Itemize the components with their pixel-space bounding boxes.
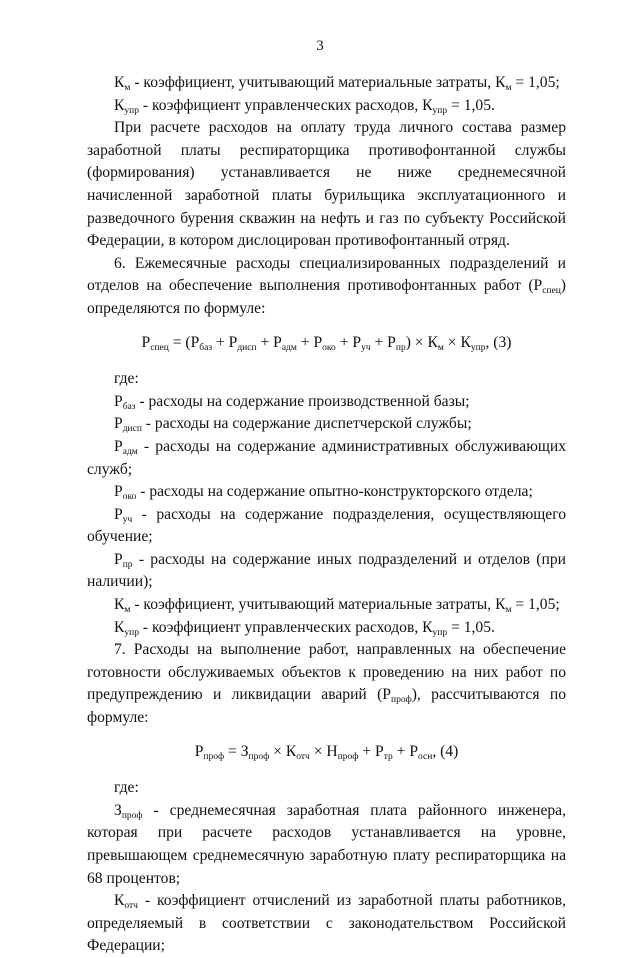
text-run: При расчете расходов на оплату труда личного состава размер заработной платы респираторщика противофонтанной службы (формирования) устанавливается не ниже среднемесячной начисленной заработной платы бурильщика эксплуатационного и разведочного бурения скважин на нефть и газ по субъекту Российской Федерации, в котором дислоцирован противофонтанный отряд. bbox=[87, 119, 566, 250]
text-run: - расходы на содержание иных подразделений и отделов (при наличии); bbox=[87, 550, 566, 591]
subscript: спец bbox=[542, 286, 561, 297]
subscript: проф bbox=[337, 751, 359, 762]
text-run: ) определяются по формуле: bbox=[87, 277, 566, 317]
text-run: - коэффициент управленческих расходов, К bbox=[139, 96, 433, 114]
text-run: - коэффициент управленческих расходов, К bbox=[139, 618, 433, 636]
text-run: + Р bbox=[335, 333, 362, 351]
definition-km bbox=[87, 72, 566, 95]
text-run: + Р bbox=[296, 333, 323, 351]
text-run: где: bbox=[114, 779, 139, 797]
subscript: м bbox=[124, 605, 131, 616]
text-run: × Н bbox=[309, 742, 338, 760]
document-body bbox=[87, 72, 566, 958]
text-run: + Р bbox=[370, 333, 396, 351]
definition-radm bbox=[87, 436, 566, 481]
text-run: = 1,05; bbox=[511, 596, 560, 614]
text-run: Р bbox=[194, 742, 204, 760]
text-run: + Р bbox=[256, 333, 282, 351]
text-run: К bbox=[114, 618, 125, 636]
formula-3 bbox=[87, 321, 566, 369]
definition-zprof bbox=[87, 800, 566, 890]
subscript: баз bbox=[122, 401, 136, 412]
text-run: Р bbox=[114, 550, 123, 568]
definition-roko bbox=[87, 481, 566, 504]
text-run: ) × К bbox=[405, 333, 438, 351]
paragraph-salary-rule bbox=[87, 117, 566, 253]
text-run: К bbox=[114, 892, 125, 910]
subscript: тр bbox=[383, 751, 393, 762]
text-run: Р bbox=[114, 505, 123, 523]
subscript: проф bbox=[121, 810, 143, 821]
subscript: осн bbox=[418, 751, 433, 762]
text-run: × К bbox=[443, 333, 471, 351]
definition-rpr bbox=[87, 549, 566, 594]
text-run: К bbox=[114, 74, 125, 91]
subscript: м bbox=[505, 83, 512, 93]
text-run: З bbox=[114, 801, 122, 819]
text-run: + Р bbox=[392, 742, 419, 760]
text-run: Р bbox=[114, 483, 123, 501]
subscript: отч bbox=[124, 901, 138, 912]
subscript: дисп bbox=[237, 342, 257, 353]
subscript: упр bbox=[470, 342, 486, 353]
text-run: - коэффициент отчислений из заработной платы работников, определяемый в соответствии с законодательством Российской Федерации; bbox=[87, 892, 566, 955]
where-label-2 bbox=[87, 777, 566, 800]
text-run: - коэффициент, учитывающий материальные затраты, К bbox=[130, 596, 506, 614]
subscript: упр bbox=[124, 105, 139, 116]
subscript: око bbox=[322, 342, 336, 353]
text-run: - коэффициент, учитывающий материальные затраты, К bbox=[130, 74, 506, 91]
definition-rbaz bbox=[87, 391, 566, 414]
text-run: = 1,05. bbox=[447, 618, 495, 636]
subscript: уч bbox=[122, 514, 133, 525]
text-run: - расходы на содержание производственной базы; bbox=[135, 392, 470, 410]
subscript: пр bbox=[395, 342, 406, 353]
subscript: уч bbox=[361, 342, 371, 353]
definition-rdisp bbox=[87, 413, 566, 436]
text-run: - расходы на содержание опытно-конструкторского отдела; bbox=[136, 483, 533, 501]
text-run: К bbox=[114, 96, 125, 114]
text-run: - расходы на содержание диспетчерской службы; bbox=[141, 415, 472, 433]
subscript: упр bbox=[124, 627, 139, 638]
subscript: м bbox=[437, 342, 444, 353]
formula-4 bbox=[87, 730, 566, 778]
text-run: 7. Расходы на выполнение работ, направленных на обеспечение готовности обслуживаемых объектов к проведению на них работ по предупреждению и ликвидации аварий (Р bbox=[87, 641, 566, 704]
text-run: Р bbox=[114, 392, 123, 410]
text-run: + Р bbox=[358, 742, 384, 760]
subscript: отч bbox=[296, 751, 310, 762]
subscript: адм bbox=[281, 342, 297, 353]
subscript: упр bbox=[432, 627, 448, 638]
subscript: проф bbox=[248, 751, 270, 762]
definition-km-2 bbox=[87, 594, 566, 617]
subscript: баз bbox=[199, 342, 213, 353]
text-run: = (Р bbox=[168, 333, 200, 351]
page-number: 3 bbox=[316, 38, 324, 54]
text-run: , (4) bbox=[432, 742, 459, 760]
text-run: Р bbox=[114, 437, 123, 455]
definition-ruch bbox=[87, 504, 566, 549]
subscript: спец bbox=[150, 342, 169, 353]
subscript: проф bbox=[203, 751, 225, 762]
definition-kupr bbox=[87, 95, 566, 118]
subscript: пр bbox=[122, 559, 133, 570]
paragraph-7 bbox=[87, 639, 566, 729]
text-run: = 1,05; bbox=[511, 74, 560, 91]
text-run: - расходы на содержание подразделения, осуществляющего обучение; bbox=[87, 505, 566, 546]
where-label bbox=[87, 368, 566, 391]
subscript: проф bbox=[390, 695, 412, 706]
text-run: , (3) bbox=[485, 333, 512, 351]
definition-kupr-2 bbox=[87, 617, 566, 640]
text-run: + Р bbox=[212, 333, 238, 351]
text-run: = З bbox=[224, 742, 249, 760]
text-run: К bbox=[114, 596, 125, 614]
text-run: где: bbox=[114, 370, 139, 388]
subscript: дисп bbox=[122, 424, 142, 435]
text-run: - среднемесячная заработная плата районного инженера, которая при расчете расходов устанавливается на уровне, превышающем среднемесячную заработную плату респираторщика на 68 процентов; bbox=[87, 801, 566, 887]
text-run: - расходы на содержание административных обслуживающих служб; bbox=[87, 437, 566, 478]
subscript: м bbox=[505, 605, 512, 616]
text-run: ), рассчитываются по формуле: bbox=[87, 686, 566, 727]
definition-kotch bbox=[87, 890, 566, 958]
text-run: × К bbox=[269, 742, 297, 760]
subscript: адм bbox=[122, 446, 138, 457]
subscript: око bbox=[122, 492, 137, 503]
subscript: упр bbox=[432, 105, 448, 116]
paragraph-6 bbox=[87, 253, 566, 321]
text-run: = 1,05. bbox=[447, 96, 495, 114]
text-run: 6. Ежемесячные расходы специализированных подразделений и отделов на обеспечение выполнения противофонтанных работ (Р bbox=[87, 254, 566, 295]
subscript: м bbox=[124, 83, 131, 93]
text-run: Р bbox=[141, 333, 151, 351]
text-run: Р bbox=[114, 415, 123, 433]
